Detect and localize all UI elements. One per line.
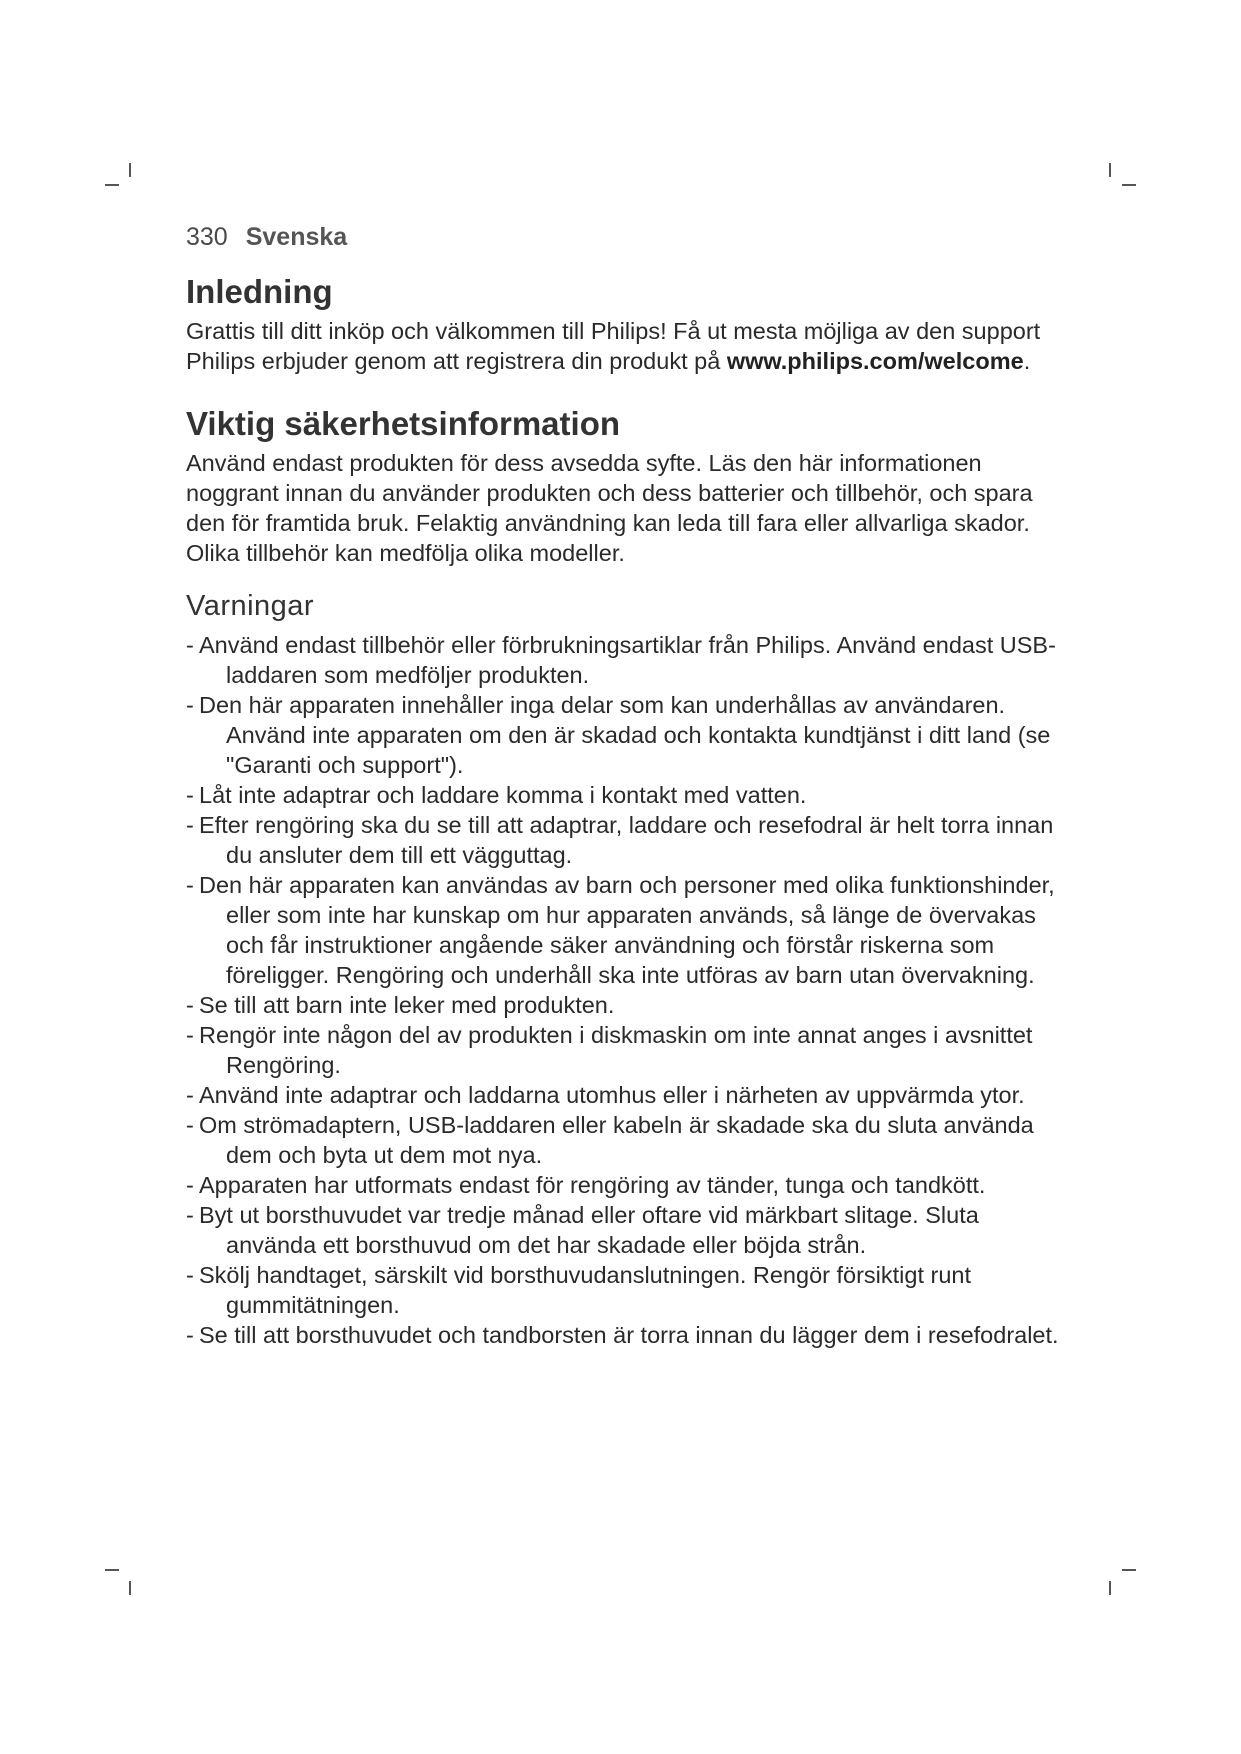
page-content (186, 222, 1066, 1370)
list-item: - Använd endast tillbehör eller förbrukningsartiklar från Philips. Använd endast USB-laddaren som medföljer produkten. (186, 632, 1056, 688)
crop-mark (105, 184, 119, 186)
warnings-section (186, 588, 1066, 1350)
crop-mark (1109, 1581, 1111, 1595)
intro-section (186, 272, 1066, 376)
crop-mark (1122, 1569, 1136, 1571)
safety-section (186, 404, 1066, 568)
crop-mark (129, 1581, 131, 1595)
language-label: Svenska (245, 223, 348, 251)
page-number: 330 (186, 223, 228, 251)
list-item: - Se till att barn inte leker med produkten. (186, 992, 615, 1018)
list-item: - Rengör inte någon del av produkten i diskmaskin om inte annat anges i avsnittet Rengöring. (186, 1022, 1033, 1078)
philips-welcome-link[interactable]: www.philips.com/welcome (726, 348, 1024, 374)
intro-heading: Inledning (186, 273, 333, 310)
list-item: - Apparaten har utformats endast för rengöring av tänder, tunga och tandkött. (186, 1172, 986, 1198)
list-item: - Den här apparaten kan användas av barn och personer med olika funktionshinder, eller som inte har kunskap om hur apparaten används, så länge de övervakas och får instruktioner angående säker användning och förstår riskerna som föreligger. Rengöring och underhåll ska inte utföras av barn utan övervakning. (186, 872, 1055, 988)
safety-paragraph: Använd endast produkten för dess avsedda syfte. Läs den här informationen noggrant innan du använder produkten och dess batterier och tillbehör, och spara den för framtida bruk. Felaktig användning kan leda till fara eller allvarliga skador. (186, 450, 1033, 536)
crop-mark (1122, 184, 1136, 186)
intro-paragraph: Grattis till ditt inköp och välkommen till Philips! Få ut mesta möjliga av den support Philips erbjuder genom att registrera din produkt på www.philips.com/welcome. (186, 318, 1041, 374)
crop-mark (105, 1569, 119, 1571)
list-item: - Den här apparaten innehåller inga delar som kan underhållas av användaren. Använd inte apparaten om den är skadad och kontakta kundtjänst i ditt land (se "Garanti och support"). (186, 692, 1051, 778)
list-item: - Efter rengöring ska du se till att adaptrar, laddare och resefodral är helt torra innan du ansluter dem till ett vägguttag. (186, 812, 1054, 868)
list-item: - Byt ut borsthuvudet var tredje månad eller oftare vid märkbart slitage. Sluta använda ett borsthuvud om det har skadade eller böjda strån. (186, 1202, 979, 1258)
safety-paragraph-2: Olika tillbehör kan medfölja olika modeller. (186, 540, 625, 566)
list-item: - Skölj handtaget, särskilt vid borsthuvudanslutningen. Rengör försiktigt runt gummitätningen. (186, 1262, 972, 1318)
safety-heading: Viktig säkerhetsinformation (186, 405, 621, 442)
running-header (186, 222, 1066, 252)
list-item: - Låt inte adaptrar och laddare komma i kontakt med vatten. (186, 782, 807, 808)
warnings-list (186, 630, 1066, 1350)
list-item: - Använd inte adaptrar och laddarna utomhus eller i närheten av uppvärmda ytor. (186, 1082, 1025, 1108)
warnings-heading: Varningar (186, 590, 315, 622)
list-item: - Se till att borsthuvudet och tandborsten är torra innan du lägger dem i resefodralet. (186, 1322, 1059, 1348)
list-item: - Om strömadaptern, USB-laddaren eller kabeln är skadade ska du sluta använda dem och byta ut dem mot nya. (186, 1112, 1034, 1168)
crop-mark (1109, 163, 1111, 177)
crop-mark (129, 163, 131, 177)
